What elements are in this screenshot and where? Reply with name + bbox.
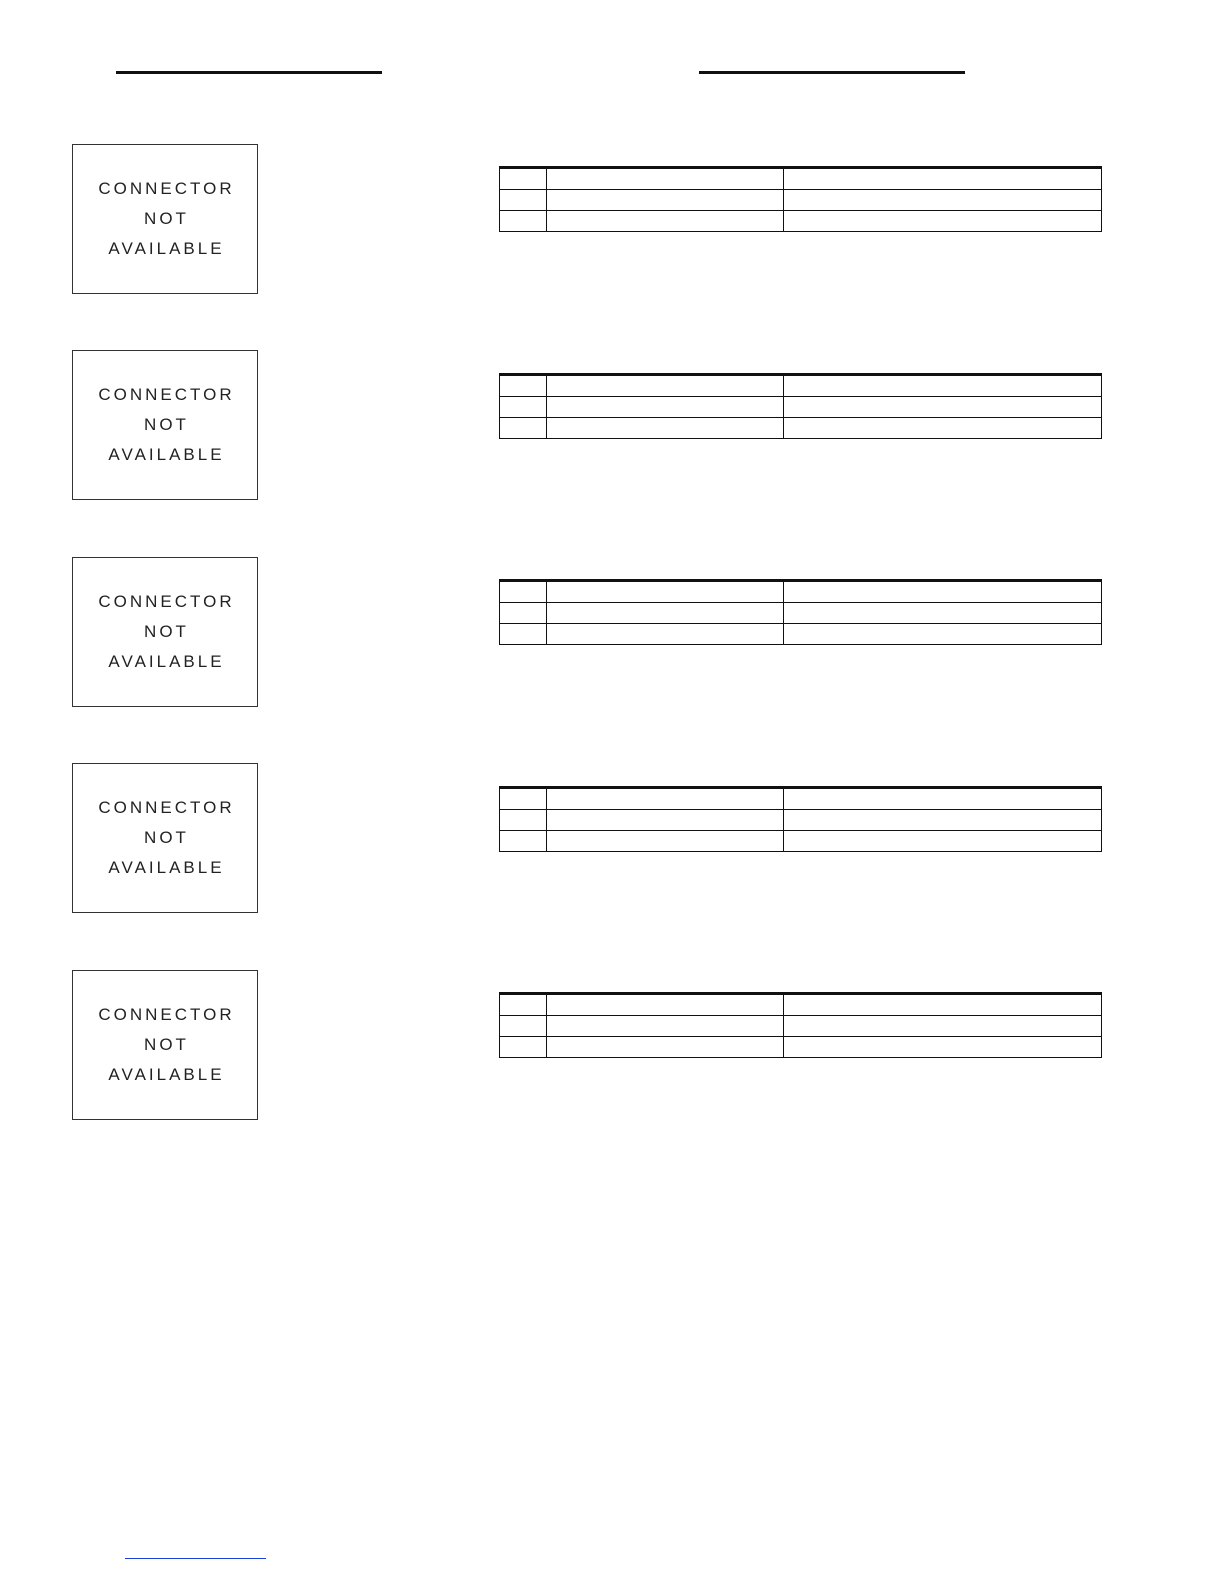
- pin-table-2: [499, 373, 1102, 439]
- placeholder-line: NOT: [144, 415, 189, 434]
- circuit-cell: [547, 624, 784, 645]
- placeholder-line: CONNECTOR: [98, 1005, 235, 1024]
- function-cell: [784, 375, 1102, 397]
- circuit-cell: [547, 994, 784, 1016]
- pin-table-3: [499, 579, 1102, 645]
- placeholder-line: NOT: [144, 1035, 189, 1054]
- table-row: [500, 1037, 1102, 1058]
- cav-cell: [500, 994, 547, 1016]
- pin-table-4: [499, 786, 1102, 852]
- connector-placeholder-1: [72, 144, 258, 294]
- circuit-cell: [547, 375, 784, 397]
- table-row: [500, 190, 1102, 211]
- function-cell: [784, 397, 1102, 418]
- function-cell: [784, 624, 1102, 645]
- cav-cell: [500, 810, 547, 831]
- cav-cell: [500, 375, 547, 397]
- placeholder-line: NOT: [144, 622, 189, 641]
- cav-cell: [500, 788, 547, 810]
- cav-cell: [500, 603, 547, 624]
- circuit-cell: [547, 603, 784, 624]
- header-rule-left: [116, 71, 382, 74]
- placeholder-line: AVAILABLE: [108, 1065, 225, 1084]
- connector-placeholder-2: [72, 350, 258, 500]
- circuit-cell: [547, 810, 784, 831]
- function-cell: [784, 168, 1102, 190]
- placeholder-line: CONNECTOR: [98, 592, 235, 611]
- pin-table-5: [499, 992, 1102, 1058]
- cav-cell: [500, 624, 547, 645]
- table-row: [500, 397, 1102, 418]
- cav-cell: [500, 190, 547, 211]
- function-cell: [784, 190, 1102, 211]
- connector-placeholder-5: [72, 970, 258, 1120]
- table-row: [500, 375, 1102, 397]
- placeholder-line: AVAILABLE: [108, 858, 225, 877]
- circuit-cell: [547, 581, 784, 603]
- function-cell: [784, 788, 1102, 810]
- cav-cell: [500, 168, 547, 190]
- cav-cell: [500, 397, 547, 418]
- cav-cell: [500, 831, 547, 852]
- circuit-cell: [547, 211, 784, 232]
- circuit-cell: [547, 418, 784, 439]
- placeholder-line: NOT: [144, 209, 189, 228]
- function-cell: [784, 603, 1102, 624]
- circuit-cell: [547, 168, 784, 190]
- table-row: [500, 831, 1102, 852]
- circuit-cell: [547, 190, 784, 211]
- function-cell: [784, 994, 1102, 1016]
- placeholder-line: AVAILABLE: [108, 445, 225, 464]
- function-cell: [784, 831, 1102, 852]
- table-row: [500, 211, 1102, 232]
- placeholder-line: CONNECTOR: [98, 385, 235, 404]
- cav-cell: [500, 1016, 547, 1037]
- placeholder-line: AVAILABLE: [108, 239, 225, 258]
- circuit-cell: [547, 1037, 784, 1058]
- cav-cell: [500, 211, 547, 232]
- table-row: [500, 603, 1102, 624]
- circuit-cell: [547, 788, 784, 810]
- cav-cell: [500, 1037, 547, 1058]
- pin-table-1: [499, 166, 1102, 232]
- function-cell: [784, 418, 1102, 439]
- placeholder-line: CONNECTOR: [98, 798, 235, 817]
- circuit-cell: [547, 831, 784, 852]
- connector-placeholder-4: [72, 763, 258, 913]
- table-row: [500, 788, 1102, 810]
- header-rule-right: [699, 71, 965, 74]
- circuit-cell: [547, 397, 784, 418]
- function-cell: [784, 1037, 1102, 1058]
- cav-cell: [500, 418, 547, 439]
- function-cell: [784, 1016, 1102, 1037]
- function-cell: [784, 211, 1102, 232]
- table-row: [500, 581, 1102, 603]
- footer-link-underline[interactable]: [125, 1558, 266, 1559]
- connector-placeholder-3: [72, 557, 258, 707]
- table-row: [500, 810, 1102, 831]
- table-row: [500, 624, 1102, 645]
- placeholder-line: AVAILABLE: [108, 652, 225, 671]
- table-row: [500, 1016, 1102, 1037]
- function-cell: [784, 810, 1102, 831]
- placeholder-line: NOT: [144, 828, 189, 847]
- table-row: [500, 418, 1102, 439]
- placeholder-line: CONNECTOR: [98, 179, 235, 198]
- circuit-cell: [547, 1016, 784, 1037]
- table-row: [500, 168, 1102, 190]
- function-cell: [784, 581, 1102, 603]
- table-row: [500, 994, 1102, 1016]
- cav-cell: [500, 581, 547, 603]
